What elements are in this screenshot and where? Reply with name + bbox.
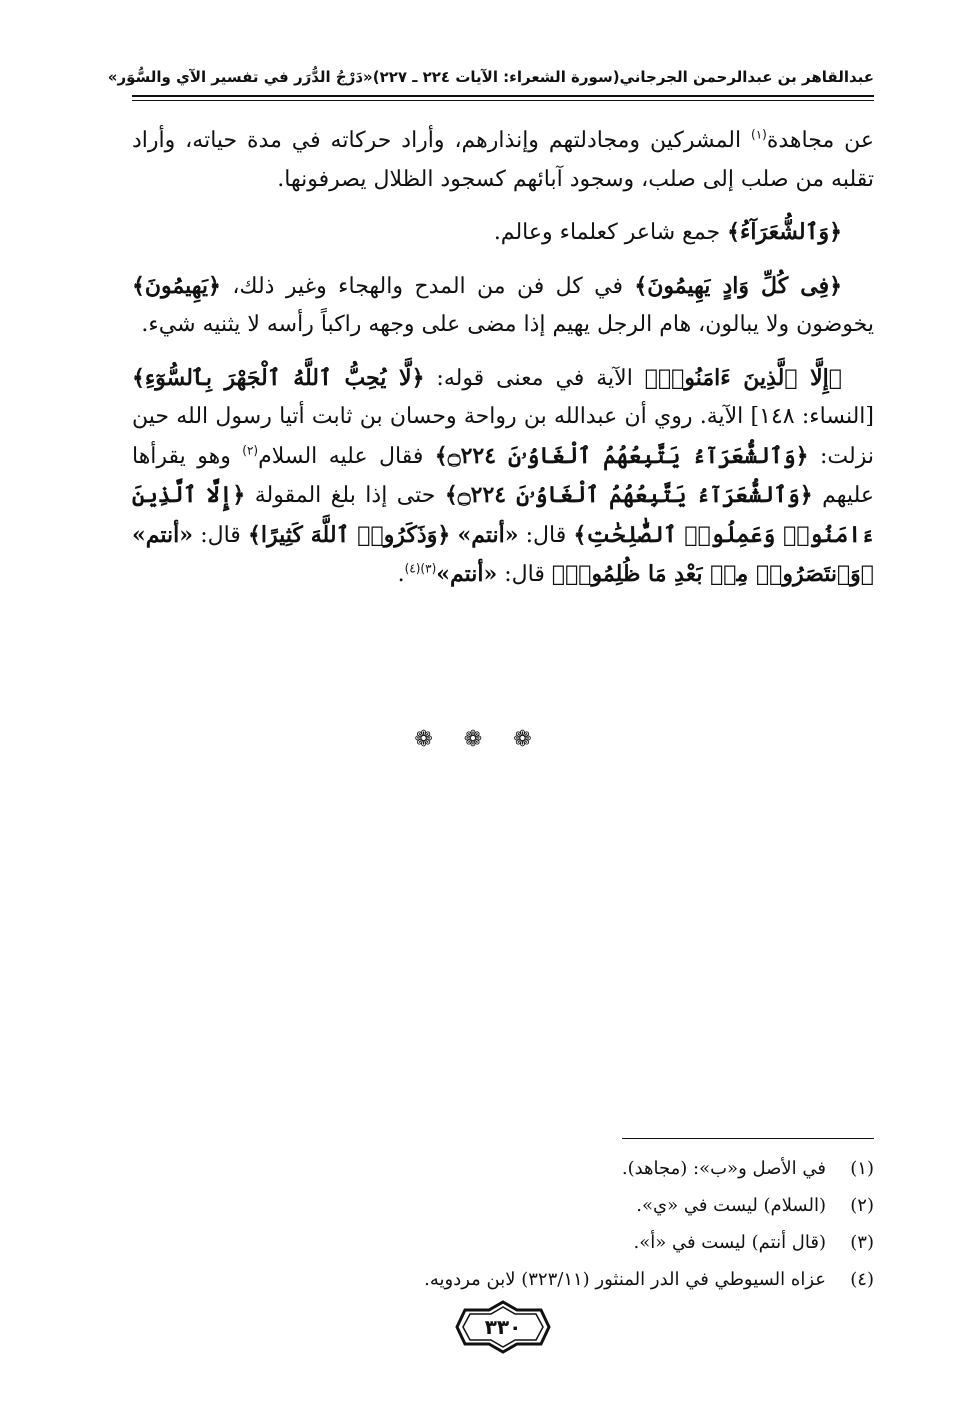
quran-quote: ﴿فِى كُلِّ وَادٍ يَهِيمُونَ﴾	[634, 272, 842, 299]
footnote-ref-2[interactable]: (٢)	[242, 443, 259, 458]
footnote-4: (٤) عزاه السيوطي في الدر المنثور (٣٢٣/١١) لابن مردويه.	[424, 1269, 874, 1290]
paragraph-3: ﴿فِى كُلِّ وَادٍ يَهِيمُونَ﴾ في كل فن من المدح والهجاء وغير ذلك، ﴿يَهِيمُونَ﴾ يخوضون ولا يبالون، هام الرجل يهيم إذا مضى على وجهه راكباً رأسه لا يثنيه شيء.	[132, 272, 874, 337]
footnote-1: (١) في الأصل و«ب»: (مجاهد).	[621, 1158, 874, 1179]
footnotes	[300, 1150, 874, 1298]
header-rule	[132, 95, 874, 97]
quran-quote: ﴿إِلَّا ٱلَّذِينَ ءَامَنُوا۟﴾	[644, 364, 842, 391]
footnote-2: (٢) (السلام) ليست في «ي».	[636, 1195, 874, 1216]
quran-quote: ﴿وَٱلشُّعَرَآءُ يَتَّبِعُهُمُ ٱلْغَاوُۥنَ ۝٢٢٤﴾	[434, 442, 809, 469]
header-book-title: «دَرْجُ الدُّرَر في تفسير الآي والسُّوَر»	[107, 68, 373, 86]
quran-quote: ﴿وَذَكَرُوا۟ ٱللَّهَ كَثِيرًا﴾	[248, 521, 451, 548]
answer-quote: «أنتم»	[457, 521, 519, 548]
footnote-3: (٣) (قال أنتم) ليست في «أ».	[633, 1232, 874, 1253]
section-ornaments: ❁ ❁ ❁	[414, 727, 544, 752]
page-number: ٣٣٠	[484, 1315, 522, 1339]
main-text	[132, 122, 874, 609]
paragraph-4: ﴿إِلَّا ٱلَّذِينَ ءَامَنُوا۟﴾ الآية في معنى قوله: ﴿لَّا يُحِبُّ ٱللَّهُ ٱلْجَهْرَ بِٱلسُّوٓءِ﴾ [النساء: ١٤٨] الآية. روي أن عبدالله بن رواحة وحسان بن ثابت أتيا رسول الله حين نزلت: ﴿وَٱلشُّعَرَآءُ يَتَّبِعُهُمُ ٱلْغَاوُۥنَ ۝٢٢٤﴾ فقال عليه السلام$^{(٢)}$ وهو يقرأها عليهم ﴿وَٱلشُّعَرَآءُ يَتَّبِعُهُمُ ٱلْغَاوُۥنَ ۝٢٢٤﴾ حتى إذا بلغ المقولة ﴿إِلَّا ٱلَّذِينَ ءَامَنُوا۟ وَعَمِلُوا۟ ٱلصَّٰلِحَٰتِ﴾ قال: «أنتم» ﴿وَذَكَرُوا۟ ٱللَّهَ كَثِيرًا﴾ قال: «أنتم» ﴿وَٱنتَصَرُوا۟ مِنۢ بَعْدِ مَا ظُلِمُوا۟﴾ قال: «أنتم»$^{(٣)(٤)}$.	[132, 364, 874, 587]
header-rule-thin	[132, 100, 874, 101]
footnote-ref-3-4[interactable]: (٣)(٤)	[404, 561, 437, 576]
quran-quote: ﴿وَٱلشُّعَرَآءُ يَتَّبِعُهُمُ ٱلْغَاوُۥنَ ۝٢٢٤﴾	[444, 482, 813, 508]
paragraph-2: ﴿وَٱلشُّعَرَآءُ﴾ جمع شاعر كعلماء وعالم.	[493, 219, 842, 245]
footnote-rule	[622, 1138, 874, 1139]
quran-quote: ﴿وَٱلشُّعَرَآءُ﴾	[727, 219, 842, 245]
quran-quote: ﴿لَّا يُحِبُّ ٱللَّهُ ٱلْجَهْرَ بِٱلسُّوٓءِ﴾	[132, 364, 425, 391]
quran-quote: ﴿وَٱنتَصَرُوا۟ مِنۢ بَعْدِ مَا ظُلِمُوا۟﴾	[551, 561, 874, 587]
running-header	[107, 64, 874, 90]
header-surah: (سورة الشعراء: الآيات ٢٢٤ ـ ٢٢٧)	[372, 68, 620, 86]
answer-quote: «أنتم»	[436, 561, 498, 587]
quran-quote: ﴿يَهِيمُونَ﴾	[132, 272, 221, 299]
page-number-badge	[455, 1300, 551, 1354]
paragraph-1: عن مجاهدة$^{(١)}$ المشركين ومجادلتهم وإنذارهم، وأراد حركاته في مدة حياته، وأراد تقلبه من صلب إلى صلب، وسجود آبائهم كسجود الظلال يصرفونها.	[132, 127, 874, 192]
footnote-ref-1[interactable]: (١)	[751, 127, 767, 142]
answer-quote: «أنتم»	[132, 521, 194, 548]
header-author: عبدالقاهر بن عبدالرحمن الجرجاني	[619, 68, 874, 86]
quran-quote: ﴿إِلَّا ٱلَّذِينَ ءَامَنُوا۟ وَعَمِلُوا۟ ٱلصَّٰلِحَٰتِ﴾	[132, 482, 874, 548]
